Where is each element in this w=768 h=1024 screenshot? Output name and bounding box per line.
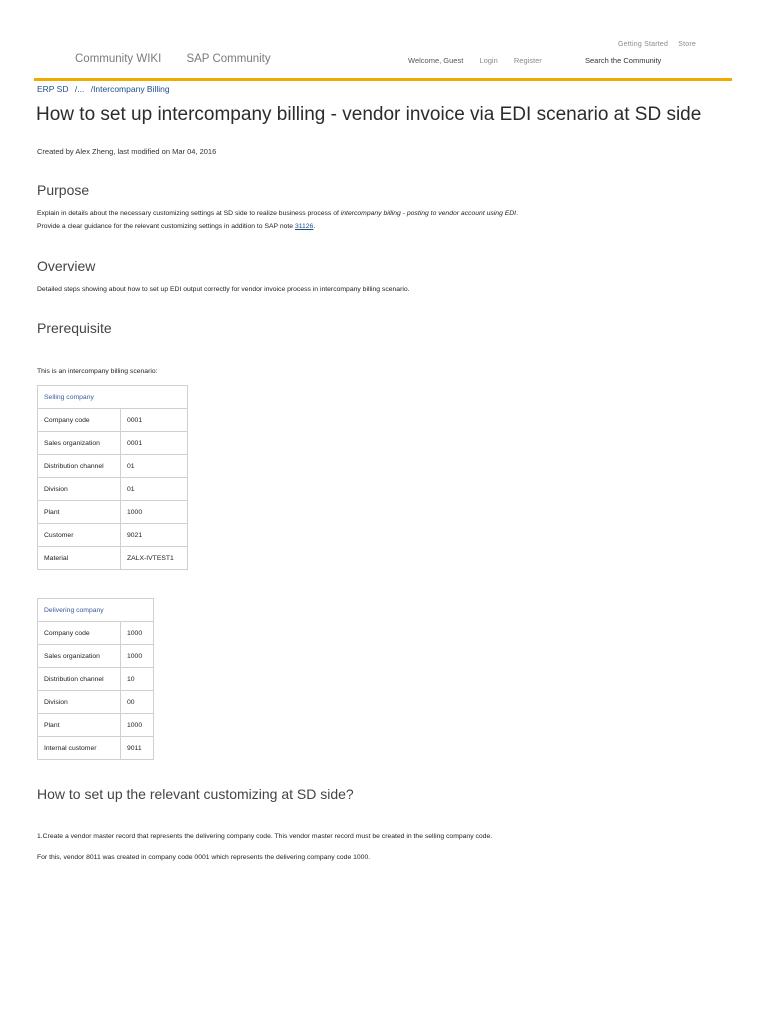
login-link[interactable]: Login <box>479 56 498 65</box>
row-value: 00 <box>121 691 154 714</box>
table-header-row <box>38 386 188 409</box>
header-divider <box>34 78 732 81</box>
row-value: 01 <box>121 478 188 501</box>
table-row <box>38 501 188 524</box>
row-label: Company code <box>38 622 121 645</box>
utility-links <box>610 41 696 48</box>
breadcrumb-ellipsis[interactable]: /... <box>74 84 85 94</box>
row-label: Distribution channel <box>38 668 121 691</box>
table-row <box>38 524 188 547</box>
row-label: Plant <box>38 501 121 524</box>
purpose-line-1-end: . <box>516 210 518 217</box>
page-byline: Created by Alex Zheng, last modified on Mar 04, 2016 <box>37 147 217 156</box>
welcome-text: Welcome, Guest <box>408 56 464 65</box>
row-label: Material <box>38 547 121 570</box>
site-header <box>0 0 768 80</box>
table-row <box>38 409 188 432</box>
prerequisite-heading: Prerequisite <box>37 320 112 336</box>
selling-company-table <box>37 385 188 570</box>
sap-note-link[interactable]: 31126 <box>294 223 314 230</box>
row-value: 0001 <box>121 409 188 432</box>
purpose-line-1-text: Explain in details about the necessary customizing settings at SD side to realize business process of <box>37 210 341 217</box>
table-row <box>38 691 154 714</box>
breadcrumb-erp-sd[interactable]: ERP SD <box>37 84 69 94</box>
table-row <box>38 668 154 691</box>
row-label: Distribution channel <box>38 455 121 478</box>
table-row <box>38 622 154 645</box>
table-header-row <box>38 599 154 622</box>
row-value: 10 <box>121 668 154 691</box>
breadcrumb-intercompany-billing[interactable]: /Intercompany Billing <box>90 84 170 94</box>
user-nav <box>408 56 556 65</box>
purpose-line-2-text: Provide a clear guidance for the relevant customizing settings in addition to SAP note <box>37 223 295 230</box>
store-link[interactable]: Store <box>678 41 696 48</box>
row-value: 1000 <box>121 645 154 668</box>
row-label: Sales organization <box>38 432 121 455</box>
register-link[interactable]: Register <box>513 56 542 65</box>
row-label: Company code <box>38 409 121 432</box>
table-row <box>38 478 188 501</box>
row-label: Internal customer <box>38 737 121 760</box>
row-value: 0001 <box>121 432 188 455</box>
row-value: 1000 <box>121 714 154 737</box>
primary-nav <box>75 53 293 65</box>
purpose-line-1 <box>37 210 518 217</box>
nav-community-wiki[interactable]: Community WIKI <box>75 53 162 65</box>
row-label: Division <box>38 478 121 501</box>
row-value: 01 <box>121 455 188 478</box>
table-row <box>38 455 188 478</box>
purpose-heading: Purpose <box>37 182 90 198</box>
table-row <box>38 547 188 570</box>
row-value: 9021 <box>121 524 188 547</box>
table-row <box>38 714 154 737</box>
delivering-company-table <box>37 598 154 760</box>
selling-company-header: Selling company <box>38 386 188 409</box>
table-row <box>38 645 154 668</box>
overview-text: Detailed steps showing about how to set up EDI output correctly for vendor invoice process in intercompany billing scenario. <box>37 286 410 293</box>
row-value: 1000 <box>121 622 154 645</box>
breadcrumb <box>37 84 174 94</box>
row-value: 9011 <box>121 737 154 760</box>
table-row <box>38 737 154 760</box>
purpose-line-2-end: . <box>313 223 316 230</box>
search-community-link[interactable]: Search the Community <box>585 56 662 65</box>
purpose-line-2 <box>37 223 315 230</box>
howto-step-1-detail: For this, vendor 8011 was created in company code 0001 which represents the delivering company code 1000. <box>37 854 371 861</box>
overview-heading: Overview <box>37 258 96 274</box>
page-title: How to set up intercompany billing - vendor invoice via EDI scenario at SD side <box>36 104 702 125</box>
row-label: Customer <box>38 524 121 547</box>
prerequisite-intro: This is an intercompany billing scenario: <box>37 368 158 375</box>
delivering-company-header: Delivering company <box>38 599 154 622</box>
howto-heading: How to set up the relevant customizing at SD side? <box>37 786 354 802</box>
getting-started-link[interactable]: Getting Started <box>618 41 669 48</box>
nav-sap-community[interactable]: SAP Community <box>186 53 271 65</box>
howto-step-1: 1.Create a vendor master record that represents the delivering company code. This vendor master record must be created in the selling company code. <box>37 833 493 840</box>
row-label: Plant <box>38 714 121 737</box>
row-value: 1000 <box>121 501 188 524</box>
purpose-line-1-emphasis: intercompany billing - posting to vendor account using EDI <box>340 210 517 217</box>
table-row <box>38 432 188 455</box>
row-value: ZALX-IVTEST1 <box>121 547 188 570</box>
row-label: Division <box>38 691 121 714</box>
row-label: Sales organization <box>38 645 121 668</box>
